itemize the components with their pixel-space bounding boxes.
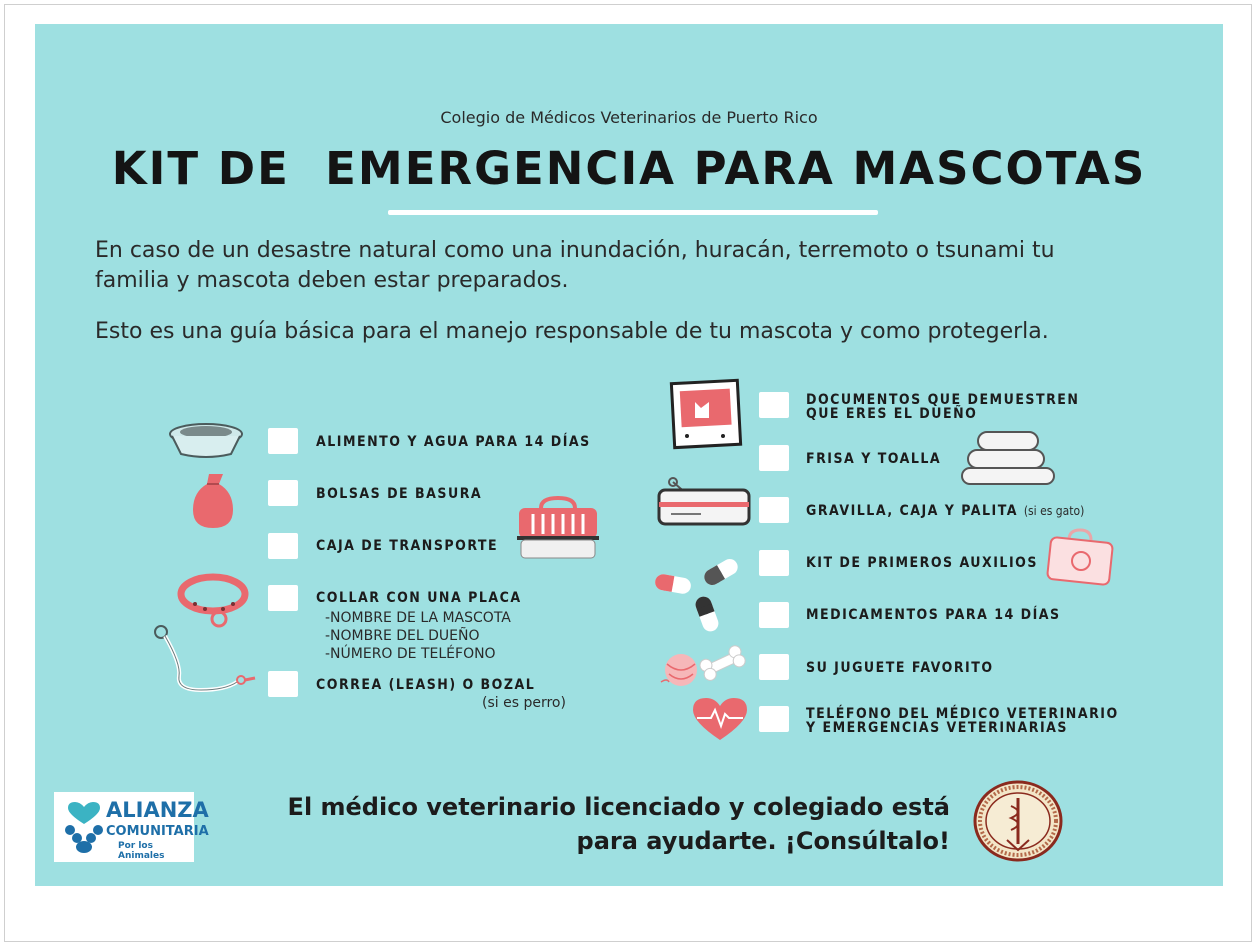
heart-pulse-icon — [691, 696, 749, 742]
litter-label-text: GRAVILLA, CAJA Y PALITA — [806, 503, 1018, 519]
item-label-litter — [806, 504, 1084, 519]
collar-sub-pet-name: -NOMBRE DE LA MASCOTA — [325, 610, 511, 626]
organization-name: Colegio de Médicos Veterinarios de Puerto Rico — [440, 108, 818, 127]
checkbox-trash-bags[interactable] — [268, 480, 298, 506]
checkbox-toy[interactable] — [759, 654, 789, 680]
page-title: KIT DE EMERGENCIA PARA MASCOTAS — [111, 142, 1147, 195]
intro-line-2: familia y mascota deben estar preparados. — [95, 268, 569, 293]
leash-note: (si es perro) — [482, 695, 566, 711]
guide-sentence: Esto es una guía básica para el manejo responsable de tu mascota y como protegerla. — [95, 319, 1049, 344]
checkbox-towels[interactable] — [759, 445, 789, 471]
leash-icon — [151, 624, 257, 704]
item-label-documents-2: QUE ERES EL DUEÑO — [806, 406, 978, 422]
collar-icon — [175, 572, 251, 630]
towels-icon — [960, 428, 1056, 488]
paw-heart-icon — [62, 800, 106, 854]
item-label-vet-phone-1: TELÉFONO DEL MÉDICO VETERINARIO — [806, 706, 1119, 722]
litter-note: (si es gato) — [1023, 504, 1085, 518]
alianza-logo — [54, 792, 209, 862]
logo-name-line1: ALIANZA — [106, 798, 209, 822]
checkbox-leash[interactable] — [268, 671, 298, 697]
item-label-toy: SU JUGUETE FAVORITO — [806, 660, 994, 676]
item-label-medications: MEDICAMENTOS PARA 14 DÍAS — [806, 607, 1061, 623]
intro-line-1: En caso de un desastre natural como una inundación, huracán, terremoto o tsunami tu — [95, 238, 1055, 263]
checkbox-documents[interactable] — [759, 392, 789, 418]
intro-paragraph — [95, 236, 1195, 296]
logo-tagline: Por los Animales — [118, 841, 165, 861]
title-underline — [388, 210, 878, 215]
checkbox-carrier[interactable] — [268, 533, 298, 559]
item-label-collar: COLLAR CON UNA PLACA — [316, 590, 522, 606]
collar-sub-owner-name: -NOMBRE DEL DUEÑO — [325, 628, 480, 644]
checkbox-collar[interactable] — [268, 585, 298, 611]
checkbox-medications[interactable] — [759, 602, 789, 628]
first-aid-kit-icon — [1045, 528, 1115, 586]
veterinary-college-seal-icon — [973, 780, 1063, 862]
item-label-leash: CORREA (LEASH) O BOZAL — [316, 677, 536, 693]
document-photo-icon — [667, 380, 743, 450]
pills-icon — [651, 556, 743, 636]
logo-name-line2: COMUNITARIA — [106, 824, 209, 839]
item-label-towels: FRISA Y TOALLA — [806, 451, 942, 467]
item-label-first-aid: KIT DE PRIMEROS AUXILIOS — [806, 555, 1038, 571]
item-label-carrier: CAJA DE TRANSPORTE — [316, 538, 499, 554]
checkbox-first-aid[interactable] — [759, 550, 789, 576]
collar-sub-phone: -NÚMERO DE TELÉFONO — [325, 646, 496, 662]
litter-box-icon — [657, 476, 751, 530]
item-label-documents-1: DOCUMENTOS QUE DEMUESTREN — [806, 392, 1080, 408]
toy-icon — [657, 642, 753, 690]
footer-line-1: El médico veterinario licenciado y colegiado está — [287, 793, 950, 821]
checkbox-litter[interactable] — [759, 497, 789, 523]
checkbox-vet-phone[interactable] — [759, 706, 789, 732]
poster — [35, 24, 1223, 886]
footer-message — [205, 790, 950, 858]
trash-bag-icon — [189, 472, 237, 530]
item-label-food: ALIMENTO Y AGUA PARA 14 DÍAS — [316, 434, 591, 450]
checkbox-food[interactable] — [268, 428, 298, 454]
item-label-vet-phone-2: Y EMERGENCIAS VETERINARIAS — [806, 720, 1068, 736]
item-label-trash-bags: BOLSAS DE BASURA — [316, 486, 483, 502]
food-bowl-icon — [167, 420, 245, 460]
footer-line-2: para ayudarte. ¡Consúltalo! — [576, 827, 950, 855]
pet-carrier-icon — [515, 496, 601, 562]
